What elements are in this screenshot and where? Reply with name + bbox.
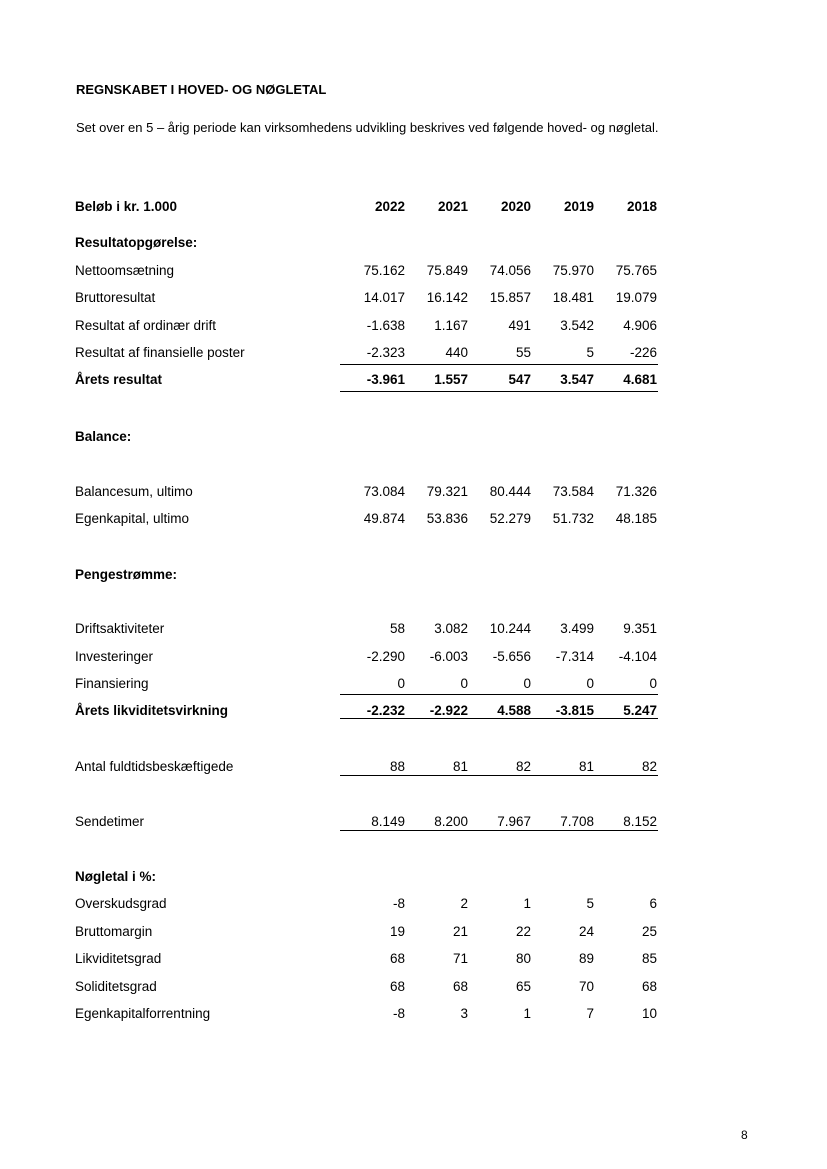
resultat-row-cell: 75.162 [363, 263, 405, 278]
cashflow-row-label: Årets likviditetsvirkning [75, 703, 229, 718]
section-heading-noegletal: Nøgletal i %: [75, 869, 157, 884]
cashflow-row-cell: 0 [586, 676, 594, 691]
ratio-row-cell: 68 [452, 979, 468, 994]
cashflow-row-cell: -2.232 [366, 703, 405, 718]
resultat-row-cell: 491 [508, 318, 531, 333]
resultat-row-label: Bruttoresultat [75, 290, 156, 305]
ratio-row-cell: 25 [641, 924, 657, 939]
cashflow-row-label: Driftsaktiviteter [75, 621, 165, 636]
ratio-row-cell: 80 [515, 951, 531, 966]
resultat-row-cell: 4.681 [623, 372, 657, 387]
ratio-row-cell: 6 [649, 896, 657, 911]
resultat-row-cell: 5 [586, 345, 594, 360]
section-heading-resultat: Resultatopgørelse: [75, 235, 198, 250]
balance-row-cell: 71.326 [615, 484, 657, 499]
resultat-row-cell: 14.017 [363, 290, 405, 305]
cashflow-row-cell: 0 [460, 676, 468, 691]
year-header-cell: 2020 [500, 199, 531, 214]
sum-line [340, 364, 658, 365]
balance-row-cell: 52.279 [489, 511, 531, 526]
ratio-row-cell: 1 [523, 896, 531, 911]
ratio-row-cell: 19 [389, 924, 405, 939]
resultat-row-label: Årets resultat [75, 372, 163, 387]
ratio-row-cell: 85 [641, 951, 657, 966]
ratio-row-cell: 89 [578, 951, 594, 966]
resultat-row-cell: -226 [629, 345, 657, 360]
employees-row-cell: 82 [515, 759, 531, 774]
amount-header: Beløb i kr. 1.000 [75, 199, 178, 214]
ratio-row-cell: 68 [389, 979, 405, 994]
section-heading-pengestroemme: Pengestrømme: [75, 567, 178, 582]
employees-row-label: Antal fuldtidsbeskæftigede [75, 759, 234, 774]
resultat-row-cell: 18.481 [552, 290, 594, 305]
employees-row-cell: 88 [389, 759, 405, 774]
resultat-row-label: Nettoomsætning [75, 263, 175, 278]
ratio-row-cell: 70 [578, 979, 594, 994]
resultat-row-cell: 19.079 [615, 290, 657, 305]
broadcast-hours-row-cell: 8.152 [623, 814, 657, 829]
ratio-row-cell: 10 [641, 1006, 657, 1021]
sum-line [340, 694, 658, 695]
resultat-row-cell: 4.906 [623, 318, 657, 333]
broadcast-hours-row-cell: 8.200 [434, 814, 468, 829]
cashflow-row-cell: -6.003 [429, 649, 468, 664]
cashflow-row-cell: 4.588 [497, 703, 531, 718]
cashflow-row-cell: 10.244 [489, 621, 531, 636]
resultat-row-label: Resultat af finansielle poster [75, 345, 245, 360]
resultat-row-cell: 74.056 [489, 263, 531, 278]
cashflow-row-cell: 58 [389, 621, 405, 636]
resultat-row-cell: 547 [508, 372, 531, 387]
resultat-row-label: Resultat af ordinær drift [75, 318, 217, 333]
resultat-row-cell: -3.961 [366, 372, 405, 387]
ratio-row-cell: -8 [392, 896, 405, 911]
year-header-cell: 2018 [626, 199, 657, 214]
cashflow-row-cell: 0 [649, 676, 657, 691]
ratio-row-cell: 7 [586, 1006, 594, 1021]
balance-row-cell: 48.185 [615, 511, 657, 526]
cashflow-row-label: Investeringer [75, 649, 154, 664]
employees-row-cell: 81 [452, 759, 468, 774]
resultat-row-cell: 1.557 [434, 372, 468, 387]
ratio-row-label: Overskudsgrad [75, 896, 167, 911]
cashflow-row-cell: 0 [397, 676, 405, 691]
ratio-row-cell: 1 [523, 1006, 531, 1021]
year-header-cell: 2019 [563, 199, 594, 214]
cashflow-row-cell: 3.499 [560, 621, 594, 636]
ratio-row-label: Bruttomargin [75, 924, 153, 939]
balance-row-cell: 73.084 [363, 484, 405, 499]
ratio-row-cell: 22 [515, 924, 531, 939]
resultat-row-cell: 55 [515, 345, 531, 360]
resultat-row-cell: 440 [445, 345, 468, 360]
broadcast-hours-row-label: Sendetimer [75, 814, 145, 829]
cashflow-row-cell: -7.314 [555, 649, 594, 664]
cashflow-row-cell: 5.247 [623, 703, 657, 718]
resultat-row-cell: 3.542 [560, 318, 594, 333]
balance-row-cell: 73.584 [552, 484, 594, 499]
ratio-row-label: Likviditetsgrad [75, 951, 162, 966]
sum-line [340, 718, 658, 719]
employees-row-cell: 81 [578, 759, 594, 774]
balance-row-cell: 80.444 [489, 484, 531, 499]
balance-row-cell: 51.732 [552, 511, 594, 526]
resultat-row-cell: 75.970 [552, 263, 594, 278]
broadcast-hours-row-cell: 7.708 [560, 814, 594, 829]
cashflow-row-cell: 0 [523, 676, 531, 691]
cashflow-row-label: Finansiering [75, 676, 149, 691]
cashflow-row-cell: 3.082 [434, 621, 468, 636]
ratio-row-cell: 68 [641, 979, 657, 994]
page-title: REGNSKABET I HOVED- OG NØGLETAL [76, 82, 327, 97]
balance-row-label: Balancesum, ultimo [75, 484, 193, 499]
resultat-row-cell: 16.142 [426, 290, 468, 305]
resultat-row-cell: -1.638 [366, 318, 405, 333]
year-header-cell: 2021 [437, 199, 468, 214]
cashflow-row-cell: -2.922 [429, 703, 468, 718]
cashflow-row-cell: -5.656 [492, 649, 531, 664]
cashflow-row-cell: 9.351 [623, 621, 657, 636]
balance-row-cell: 49.874 [363, 511, 405, 526]
ratio-row-cell: 68 [389, 951, 405, 966]
cashflow-row-cell: -4.104 [618, 649, 657, 664]
cashflow-row-cell: -3.815 [555, 703, 594, 718]
ratio-row-cell: 2 [460, 896, 468, 911]
broadcast-hours-row-cell: 7.967 [497, 814, 531, 829]
section-heading-balance: Balance: [75, 429, 132, 444]
employees-row-cell: 82 [641, 759, 657, 774]
ratio-row-cell: 24 [578, 924, 594, 939]
ratio-row-cell: 5 [586, 896, 594, 911]
balance-row-cell: 79.321 [426, 484, 468, 499]
balance-row-cell: 53.836 [426, 511, 468, 526]
balance-row-label: Egenkapital, ultimo [75, 511, 190, 526]
cashflow-row-cell: -2.290 [366, 649, 405, 664]
resultat-row-cell: 1.167 [434, 318, 468, 333]
resultat-row-cell: 3.547 [560, 372, 594, 387]
ratio-row-cell: 3 [460, 1006, 468, 1021]
ratio-row-cell: 71 [452, 951, 468, 966]
resultat-row-cell: -2.323 [366, 345, 405, 360]
resultat-row-cell: 15.857 [489, 290, 531, 305]
ratio-row-label: Soliditetsgrad [75, 979, 157, 994]
resultat-row-cell: 75.849 [426, 263, 468, 278]
sum-line [340, 391, 658, 392]
ratio-row-cell: 65 [515, 979, 531, 994]
ratio-row-label: Egenkapitalforrentning [75, 1006, 211, 1021]
resultat-row-cell: 75.765 [615, 263, 657, 278]
sum-line [340, 775, 658, 776]
ratio-row-cell: -8 [392, 1006, 405, 1021]
broadcast-hours-row-cell: 8.149 [371, 814, 405, 829]
intro-text: Set over en 5 – årig periode kan virksomhedens udvikling beskrives ved følgende hoved- og nøgletal. [76, 120, 659, 135]
page-number: 8 [741, 1128, 748, 1142]
ratio-row-cell: 21 [452, 924, 468, 939]
year-header-cell: 2022 [374, 199, 405, 214]
sum-line [340, 830, 658, 831]
